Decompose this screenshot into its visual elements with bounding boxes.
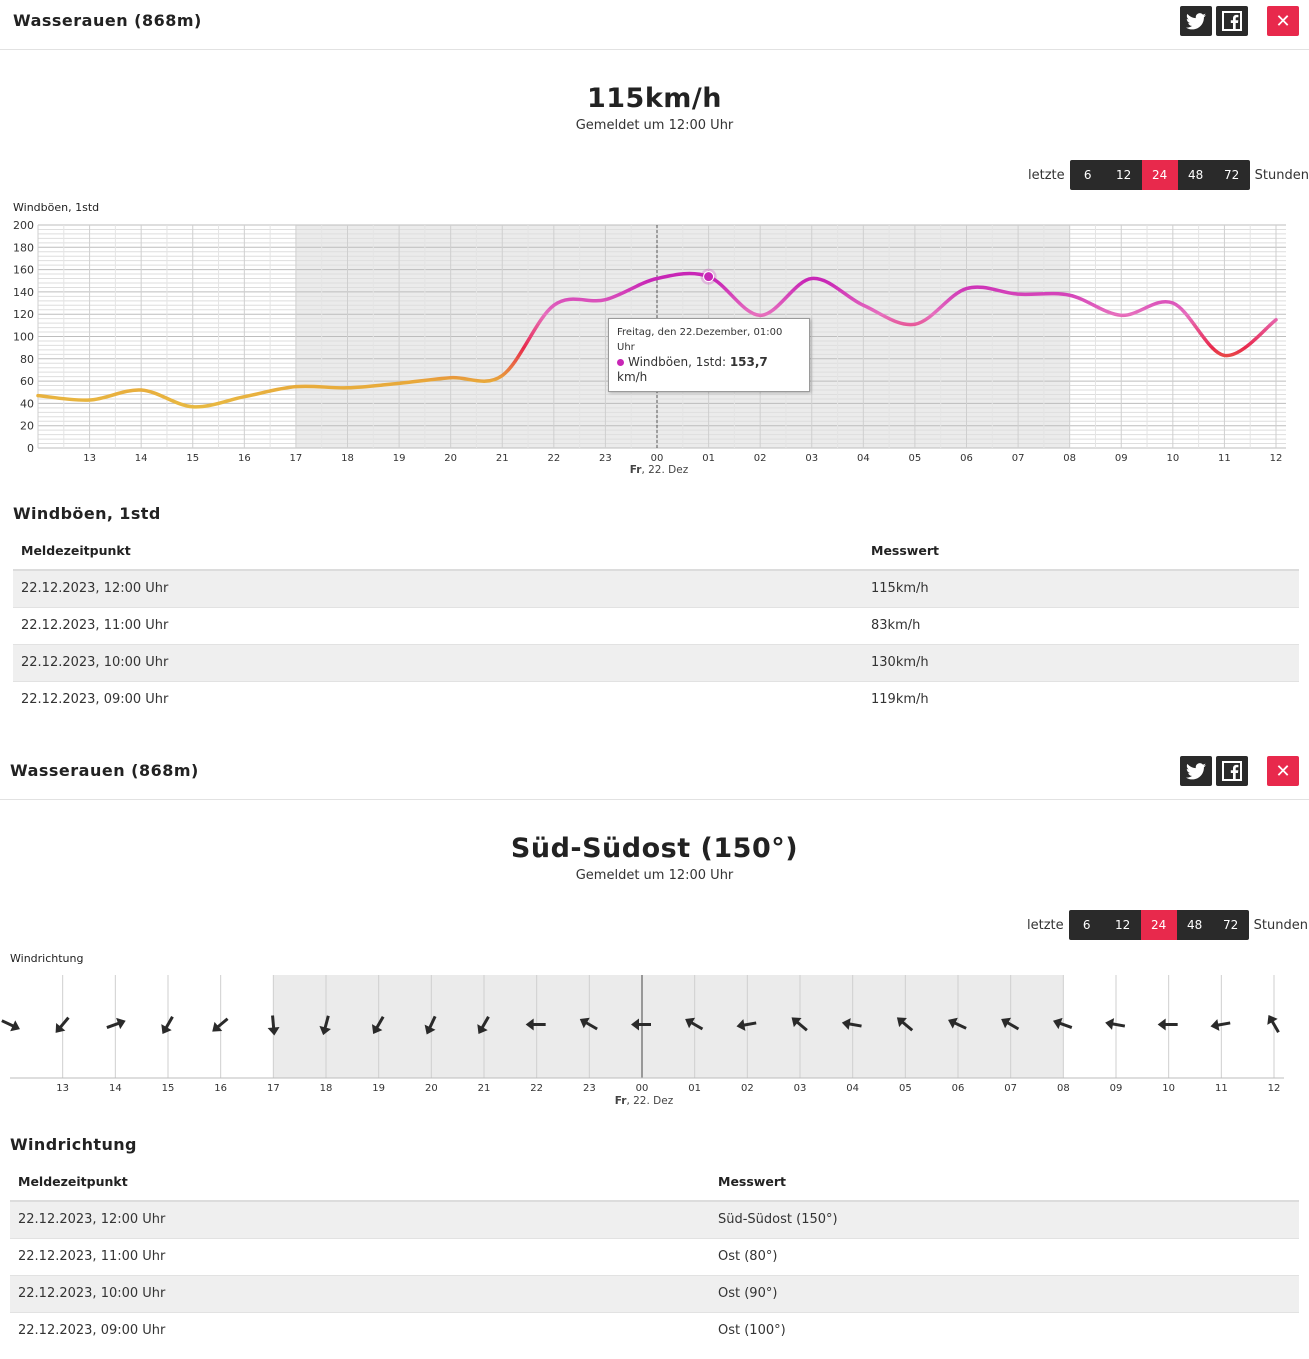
x-tick-label: 09: [1109, 1083, 1123, 1094]
arrow-shaft: [273, 1016, 274, 1030]
x-tick-label: 11: [1214, 1083, 1228, 1094]
range-prefix: letzte: [1028, 167, 1065, 183]
row-value: Süd-Südost (150°): [710, 1201, 1299, 1238]
data-point: [500, 374, 504, 378]
x-tick-label: 13: [56, 1083, 70, 1094]
x-tick-label: 22: [530, 1083, 544, 1094]
table-row: [13, 681, 1299, 718]
y-tick-label: 200: [13, 219, 34, 232]
x-tick-label: 06: [960, 453, 973, 464]
data-point: [655, 277, 659, 281]
chart-y-label: Windböen, 1std: [13, 201, 100, 214]
column-header-value: Messwert: [863, 532, 1299, 570]
close-icon: ✕: [1275, 760, 1291, 782]
data-point: [397, 381, 401, 385]
range-6-button[interactable]: 6: [1082, 918, 1091, 932]
row-time: 22.12.2023, 10:00 Uhr: [13, 644, 863, 681]
data-point: [1016, 292, 1020, 296]
arrow-shaft: [107, 1023, 120, 1028]
row-value: Ost (100°): [718, 1323, 786, 1339]
x-tick-label: 12: [1269, 453, 1283, 464]
x-tick-label: 20: [424, 1083, 438, 1094]
arrow-head: [1263, 1012, 1277, 1025]
x-tick-label: 03: [805, 453, 819, 464]
data-point: [1274, 318, 1278, 322]
x-tick-label: 05: [908, 453, 922, 464]
facebook-share-button[interactable]: [1216, 6, 1248, 36]
time-range-selector: [1023, 160, 1309, 190]
row-value: 115km/h: [863, 570, 1299, 607]
x-tick-label: 10: [1162, 1083, 1176, 1094]
data-point: [552, 303, 556, 307]
range-12-button[interactable]: 12: [1115, 918, 1131, 932]
column-header-time: Meldezeitpunkt: [13, 532, 863, 570]
data-point: [346, 386, 350, 390]
wind-direction-chart[interactable]: [0, 965, 1309, 1110]
x-tick-label: 23: [582, 1083, 596, 1094]
x-tick-label: 01: [702, 453, 715, 464]
data-point: [603, 298, 607, 302]
tooltip-series: Windböen, 1std:: [628, 355, 726, 369]
x-tick-label: 02: [753, 453, 767, 464]
wind-direction-arrow: [105, 1015, 128, 1033]
x-tick-label: 13: [83, 453, 96, 464]
data-point: [758, 313, 762, 317]
column-header-time: Meldezeitpunkt: [10, 1163, 710, 1201]
x-tick-label: 18: [341, 453, 354, 464]
range-prefix: letzte: [1027, 917, 1064, 933]
x-tick-label: 02: [740, 1083, 754, 1094]
chart-y-label: Windrichtung: [10, 952, 84, 965]
table-row: [13, 644, 1299, 681]
range-suffix: Stunden: [1254, 167, 1309, 183]
y-tick-label: 140: [13, 285, 34, 299]
data-point: [965, 287, 969, 291]
range-24-button[interactable]: 24: [1142, 160, 1178, 190]
station-title: Wasserauen (868m): [13, 11, 202, 30]
night-shade: [273, 975, 1063, 1078]
arrow-shaft: [59, 1018, 68, 1029]
facebook-icon: [1222, 761, 1242, 781]
x-tick-label: 10: [1166, 453, 1180, 464]
range-48-button[interactable]: 48: [1187, 918, 1203, 932]
data-point: [449, 376, 453, 380]
time-range-selector: [1022, 910, 1309, 940]
current-value: 115km/h: [586, 83, 723, 114]
panel-header: [0, 0, 1309, 50]
y-tick-label: 160: [13, 263, 34, 277]
data-point: [861, 303, 865, 307]
arrow-head: [116, 1015, 128, 1029]
row-time: 22.12.2023, 09:00 Uhr: [18, 1323, 166, 1339]
x-tick-label: 15: [161, 1083, 175, 1094]
row-value: Ost (90°): [710, 1275, 1299, 1312]
data-point: [810, 277, 814, 281]
x-tick-label: 00: [635, 1083, 649, 1094]
close-icon: ✕: [1275, 10, 1291, 32]
y-tick-label: 100: [13, 330, 34, 344]
y-tick-label: 0: [27, 442, 34, 455]
data-point: [1068, 293, 1072, 297]
table-title: Windböen, 1std: [13, 504, 161, 523]
measurement-table: [10, 1163, 1299, 1349]
x-tick-label: 21: [495, 453, 509, 464]
x-tick-label: 01: [688, 1083, 702, 1094]
arrow-shaft: [1216, 1023, 1230, 1025]
current-value: Süd-Südost (150°): [510, 833, 799, 864]
wind-direction-arrow: [51, 1014, 73, 1037]
range-6-button[interactable]: 6: [1083, 168, 1092, 182]
arrow-shaft: [217, 1019, 228, 1028]
x-tick-label: 05: [898, 1083, 912, 1094]
x-tick-label: 07: [1004, 1083, 1018, 1094]
twitter-share-button[interactable]: [1180, 6, 1212, 36]
y-tick-label: 180: [13, 241, 34, 255]
close-button[interactable]: [1267, 6, 1299, 36]
table-row: [10, 1275, 1299, 1312]
row-value: 83km/h: [863, 607, 1299, 644]
tooltip-value: 153,7: [729, 355, 768, 369]
data-point: [913, 322, 917, 326]
x-tick-label: 17: [289, 453, 303, 464]
twitter-icon: [1186, 13, 1206, 30]
y-tick-label: 80: [20, 352, 34, 366]
x-tick-label: 06: [951, 1083, 965, 1094]
x-tick-label: 07: [1011, 453, 1025, 464]
arrow-head: [1104, 1017, 1114, 1030]
x-tick-label: 09: [1114, 453, 1128, 464]
row-time: 22.12.2023, 12:00 Uhr: [10, 1201, 710, 1238]
x-tick-label: 08: [1063, 453, 1077, 464]
x-tick-label: 17: [266, 1083, 280, 1094]
twitter-share-button[interactable]: [1180, 756, 1212, 786]
data-point: [36, 394, 40, 398]
facebook-share-button[interactable]: [1216, 756, 1248, 786]
measurement-table: [13, 532, 1299, 718]
arrow-shaft: [1272, 1020, 1279, 1032]
y-tick-label: 40: [20, 397, 34, 411]
table-row: [10, 1238, 1299, 1275]
date-label: Fr, 22. Dez: [614, 1095, 674, 1107]
arrow-shaft: [2, 1021, 15, 1027]
row-time: 22.12.2023, 10:00 Uhr: [10, 1275, 710, 1312]
range-suffix: Stunden: [1253, 917, 1308, 933]
wind-direction-arrow: [1158, 1019, 1178, 1031]
x-tick-label: 03: [793, 1083, 807, 1094]
wind-direction-arrow: [1104, 1017, 1126, 1032]
panel-header: [0, 750, 1309, 800]
row-value: Ost (80°): [710, 1238, 1299, 1275]
wind-direction-arrow: [208, 1014, 231, 1036]
arrow-shaft: [166, 1017, 173, 1029]
chart-tooltip: [608, 318, 810, 392]
row-time: 22.12.2023, 11:00 Uhr: [13, 607, 863, 644]
hover-point: [704, 272, 714, 282]
x-tick-label: 20: [444, 453, 458, 464]
x-tick-label: 11: [1218, 453, 1231, 464]
x-tick-label: 16: [237, 453, 251, 464]
wind-direction-arrow: [0, 1015, 23, 1034]
data-point: [1119, 313, 1123, 317]
x-tick-label: 19: [392, 453, 406, 464]
row-time: 22.12.2023, 12:00 Uhr: [13, 570, 863, 607]
y-tick-label: 20: [20, 419, 34, 433]
tooltip-unit: km/h: [617, 370, 648, 384]
data-point: [1171, 301, 1175, 305]
x-tick-label: 21: [477, 1083, 491, 1094]
data-point: [191, 405, 195, 409]
table-row: [10, 1201, 1299, 1238]
x-tick-label: 04: [846, 1083, 860, 1094]
wind-direction-arrow: [1209, 1017, 1231, 1032]
row-value: 130km/h: [863, 644, 1299, 681]
data-point: [88, 398, 92, 402]
table-row: [13, 570, 1299, 607]
tooltip-title: Freitag, den 22.Dezember, 01:00 Uhr: [617, 327, 783, 353]
x-tick-label: 00: [650, 453, 664, 464]
x-tick-label: 15: [186, 453, 200, 464]
table-title: Windrichtung: [10, 1135, 137, 1154]
table-row: [13, 607, 1299, 644]
range-48-button[interactable]: 48: [1188, 168, 1204, 182]
x-tick-label: 22: [547, 453, 561, 464]
facebook-icon: [1222, 11, 1242, 31]
range-12-button[interactable]: 12: [1116, 168, 1132, 182]
y-tick-label: 120: [13, 308, 34, 322]
y-tick-label: 60: [20, 375, 34, 389]
data-point: [242, 395, 246, 399]
row-value: 119km/h: [871, 692, 929, 708]
table-row: [10, 1312, 1299, 1349]
x-tick-label: 16: [214, 1083, 228, 1094]
arrow-head: [10, 1020, 22, 1034]
close-button[interactable]: [1267, 756, 1299, 786]
x-tick-label: 08: [1056, 1083, 1070, 1094]
arrow-head: [157, 1024, 171, 1037]
data-point: [294, 385, 298, 389]
x-tick-label: 14: [134, 453, 148, 464]
data-point: [1222, 353, 1226, 357]
data-point: [139, 388, 143, 392]
row-time: 22.12.2023, 11:00 Uhr: [10, 1238, 710, 1275]
reported-time: Gemeldet um 12:00 Uhr: [575, 868, 734, 883]
twitter-icon: [1186, 763, 1206, 780]
station-title: Wasserauen (868m): [10, 761, 199, 780]
x-tick-label: 19: [372, 1083, 386, 1094]
series-dot-icon: [617, 359, 624, 366]
x-tick-label: 23: [599, 453, 612, 464]
range-72-button[interactable]: 72: [1224, 168, 1240, 182]
range-72-button[interactable]: 72: [1223, 918, 1239, 932]
arrow-head: [1158, 1019, 1166, 1031]
arrow-shaft: [1111, 1024, 1125, 1026]
x-tick-label: 12: [1267, 1083, 1281, 1094]
x-tick-label: 18: [319, 1083, 333, 1094]
range-24-button[interactable]: 24: [1141, 910, 1177, 940]
x-tick-label: 04: [856, 453, 870, 464]
column-header-value: Messwert: [710, 1163, 1299, 1201]
x-tick-label: 14: [108, 1083, 122, 1094]
date-label: Fr, 22. Dez: [629, 464, 689, 476]
arrow-head: [1209, 1019, 1219, 1032]
wind-direction-panel: [0, 750, 1309, 1359]
row-time: 22.12.2023, 09:00 Uhr: [21, 692, 169, 708]
reported-time: Gemeldet um 12:00 Uhr: [575, 118, 734, 133]
